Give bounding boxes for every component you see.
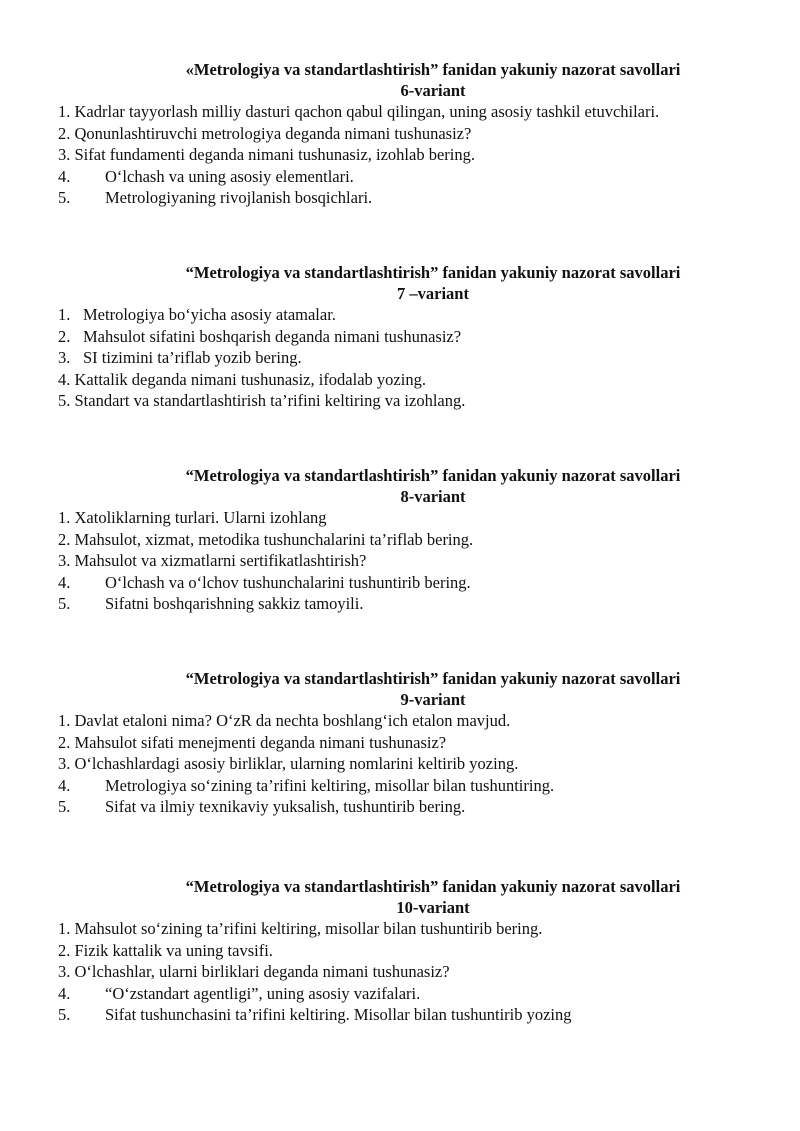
question-text: Kadrlar tayyorlash milliy dasturi qachon qabul qilingan, uning asosiy tashkil etuvchilari. (74, 102, 660, 121)
question-text: Xatoliklarning turlari. Ularni izohlang (74, 508, 327, 527)
question-text: Sifat va ilmiy texnikaviy yuksalish, tushuntirib bering. (105, 797, 466, 816)
question-number: 4. (58, 369, 71, 389)
variant-label: 9-variant (400, 690, 466, 709)
question-item (58, 507, 758, 529)
question-text: O‘lchash va uning asosiy elementlari. (105, 166, 354, 186)
question-number: 1. (58, 919, 71, 938)
section-title: “Metrologiya va standartlashtirish” fanidan yakuniy nazorat savollari (185, 466, 681, 485)
question-item (58, 187, 758, 209)
question-number: 3. (58, 754, 71, 773)
question-item (58, 710, 758, 732)
question-number: 2. (58, 123, 71, 143)
variant-label: 8-variant (400, 487, 466, 506)
question-number: 1. (58, 508, 71, 527)
question-text: Sifatni boshqarishning sakkiz tamoyili. (105, 594, 364, 613)
question-number: 1. (58, 102, 71, 121)
question-item (58, 550, 758, 572)
question-item (58, 732, 758, 754)
section-variant-8 (58, 465, 758, 615)
question-number: 3. (58, 348, 71, 367)
question-text: Mahsulot sifatini boshqarish deganda nimani tushunasiz? (83, 326, 462, 346)
question-text: Qonunlashtiruvchi metrologiya deganda nimani tushunasiz? (74, 123, 472, 143)
question-item (58, 983, 758, 1005)
question-number: 5. (58, 188, 71, 207)
question-text: Davlat etaloni nima? O‘zR da nechta boshlang‘ich etalon mavjud. (74, 711, 511, 730)
question-text: Metrologiyaning rivojlanish bosqichlari. (105, 188, 373, 207)
question-text: Mahsulot so‘zining ta’rifini keltiring, misollar bilan tushuntirib bering. (74, 919, 543, 938)
section-variant-6 (58, 59, 758, 209)
question-text: “O‘zstandart agentligi”, uning asosiy vazifalari. (105, 983, 421, 1003)
question-text: Sifat tushunchasini ta’rifini keltiring. Misollar bilan tushuntirib yozing (105, 1005, 572, 1024)
variant-label: 7 –variant (397, 284, 469, 303)
section-title: “Metrologiya va standartlashtirish” fanidan yakuniy nazorat savollari (185, 263, 681, 282)
question-text: O‘lchashlardagi asosiy birliklar, ularning nomlarini keltirib yozing. (74, 754, 519, 773)
question-text: Metrologiya bo‘yicha asosiy atamalar. (83, 305, 336, 324)
question-number: 5. (58, 1005, 71, 1024)
section-title: «Metrologiya va standartlashtirish” fanidan yakuniy nazorat savollari (185, 60, 681, 79)
question-item (58, 918, 758, 940)
question-number: 4. (58, 572, 71, 592)
question-item (58, 961, 758, 983)
question-text: SI tizimini ta’riflab yozib bering. (83, 348, 302, 367)
question-text: Sifat fundamenti deganda nimani tushunasiz, izohlab bering. (74, 145, 475, 164)
question-number: 2. (58, 940, 71, 960)
question-number: 3. (58, 551, 71, 570)
question-item (58, 347, 758, 369)
question-number: 3. (58, 962, 71, 981)
question-item (58, 753, 758, 775)
question-number: 4. (58, 983, 71, 1003)
section-variant-9 (58, 668, 758, 818)
question-item (58, 775, 758, 797)
question-text: Mahsulot, xizmat, metodika tushunchalarini ta’riflab bering. (74, 529, 474, 549)
question-number: 1. (58, 305, 71, 324)
question-number: 2. (58, 732, 71, 752)
question-number: 5. (58, 594, 71, 613)
question-item (58, 369, 758, 391)
question-number: 4. (58, 166, 71, 186)
question-text: Fizik kattalik va uning tavsifi. (74, 940, 273, 960)
question-item (58, 304, 758, 326)
question-text: Metrologiya so‘zining ta’rifini keltiring, misollar bilan tushuntiring. (105, 775, 555, 795)
question-item (58, 144, 758, 166)
question-item (58, 572, 758, 594)
section-title: “Metrologiya va standartlashtirish” fanidan yakuniy nazorat savollari (185, 669, 681, 688)
variant-label: 6-variant (400, 81, 466, 100)
question-item (58, 390, 758, 412)
question-item (58, 166, 758, 188)
question-text: Standart va standartlashtirish ta’rifini keltiring va izohlang. (74, 391, 466, 410)
question-text: Mahsulot sifati menejmenti deganda nimani tushunasiz? (74, 732, 447, 752)
question-number: 5. (58, 391, 71, 410)
question-item (58, 940, 758, 962)
question-number: 4. (58, 775, 71, 795)
question-item (58, 326, 758, 348)
question-item (58, 529, 758, 551)
question-text: O‘lchashlar, ularni birliklari deganda nimani tushunasiz? (74, 962, 450, 981)
question-number: 3. (58, 145, 71, 164)
question-text: Kattalik deganda nimani tushunasiz, ifodalab yozing. (74, 369, 426, 389)
question-item (58, 1004, 758, 1026)
question-item (58, 796, 758, 818)
question-number: 5. (58, 797, 71, 816)
question-text: Mahsulot va xizmatlarni sertifikatlashtirish? (74, 551, 367, 570)
question-number: 2. (58, 529, 71, 549)
question-item (58, 101, 758, 123)
question-item (58, 123, 758, 145)
question-item (58, 593, 758, 615)
section-variant-7 (58, 262, 758, 412)
variant-label: 10-variant (396, 898, 470, 917)
question-number: 1. (58, 711, 71, 730)
question-text: O‘lchash va o‘lchov tushunchalarini tushuntirib bering. (105, 572, 471, 592)
section-variant-10 (58, 876, 758, 1026)
question-number: 2. (58, 326, 71, 346)
section-title: “Metrologiya va standartlashtirish” fanidan yakuniy nazorat savollari (185, 877, 681, 896)
